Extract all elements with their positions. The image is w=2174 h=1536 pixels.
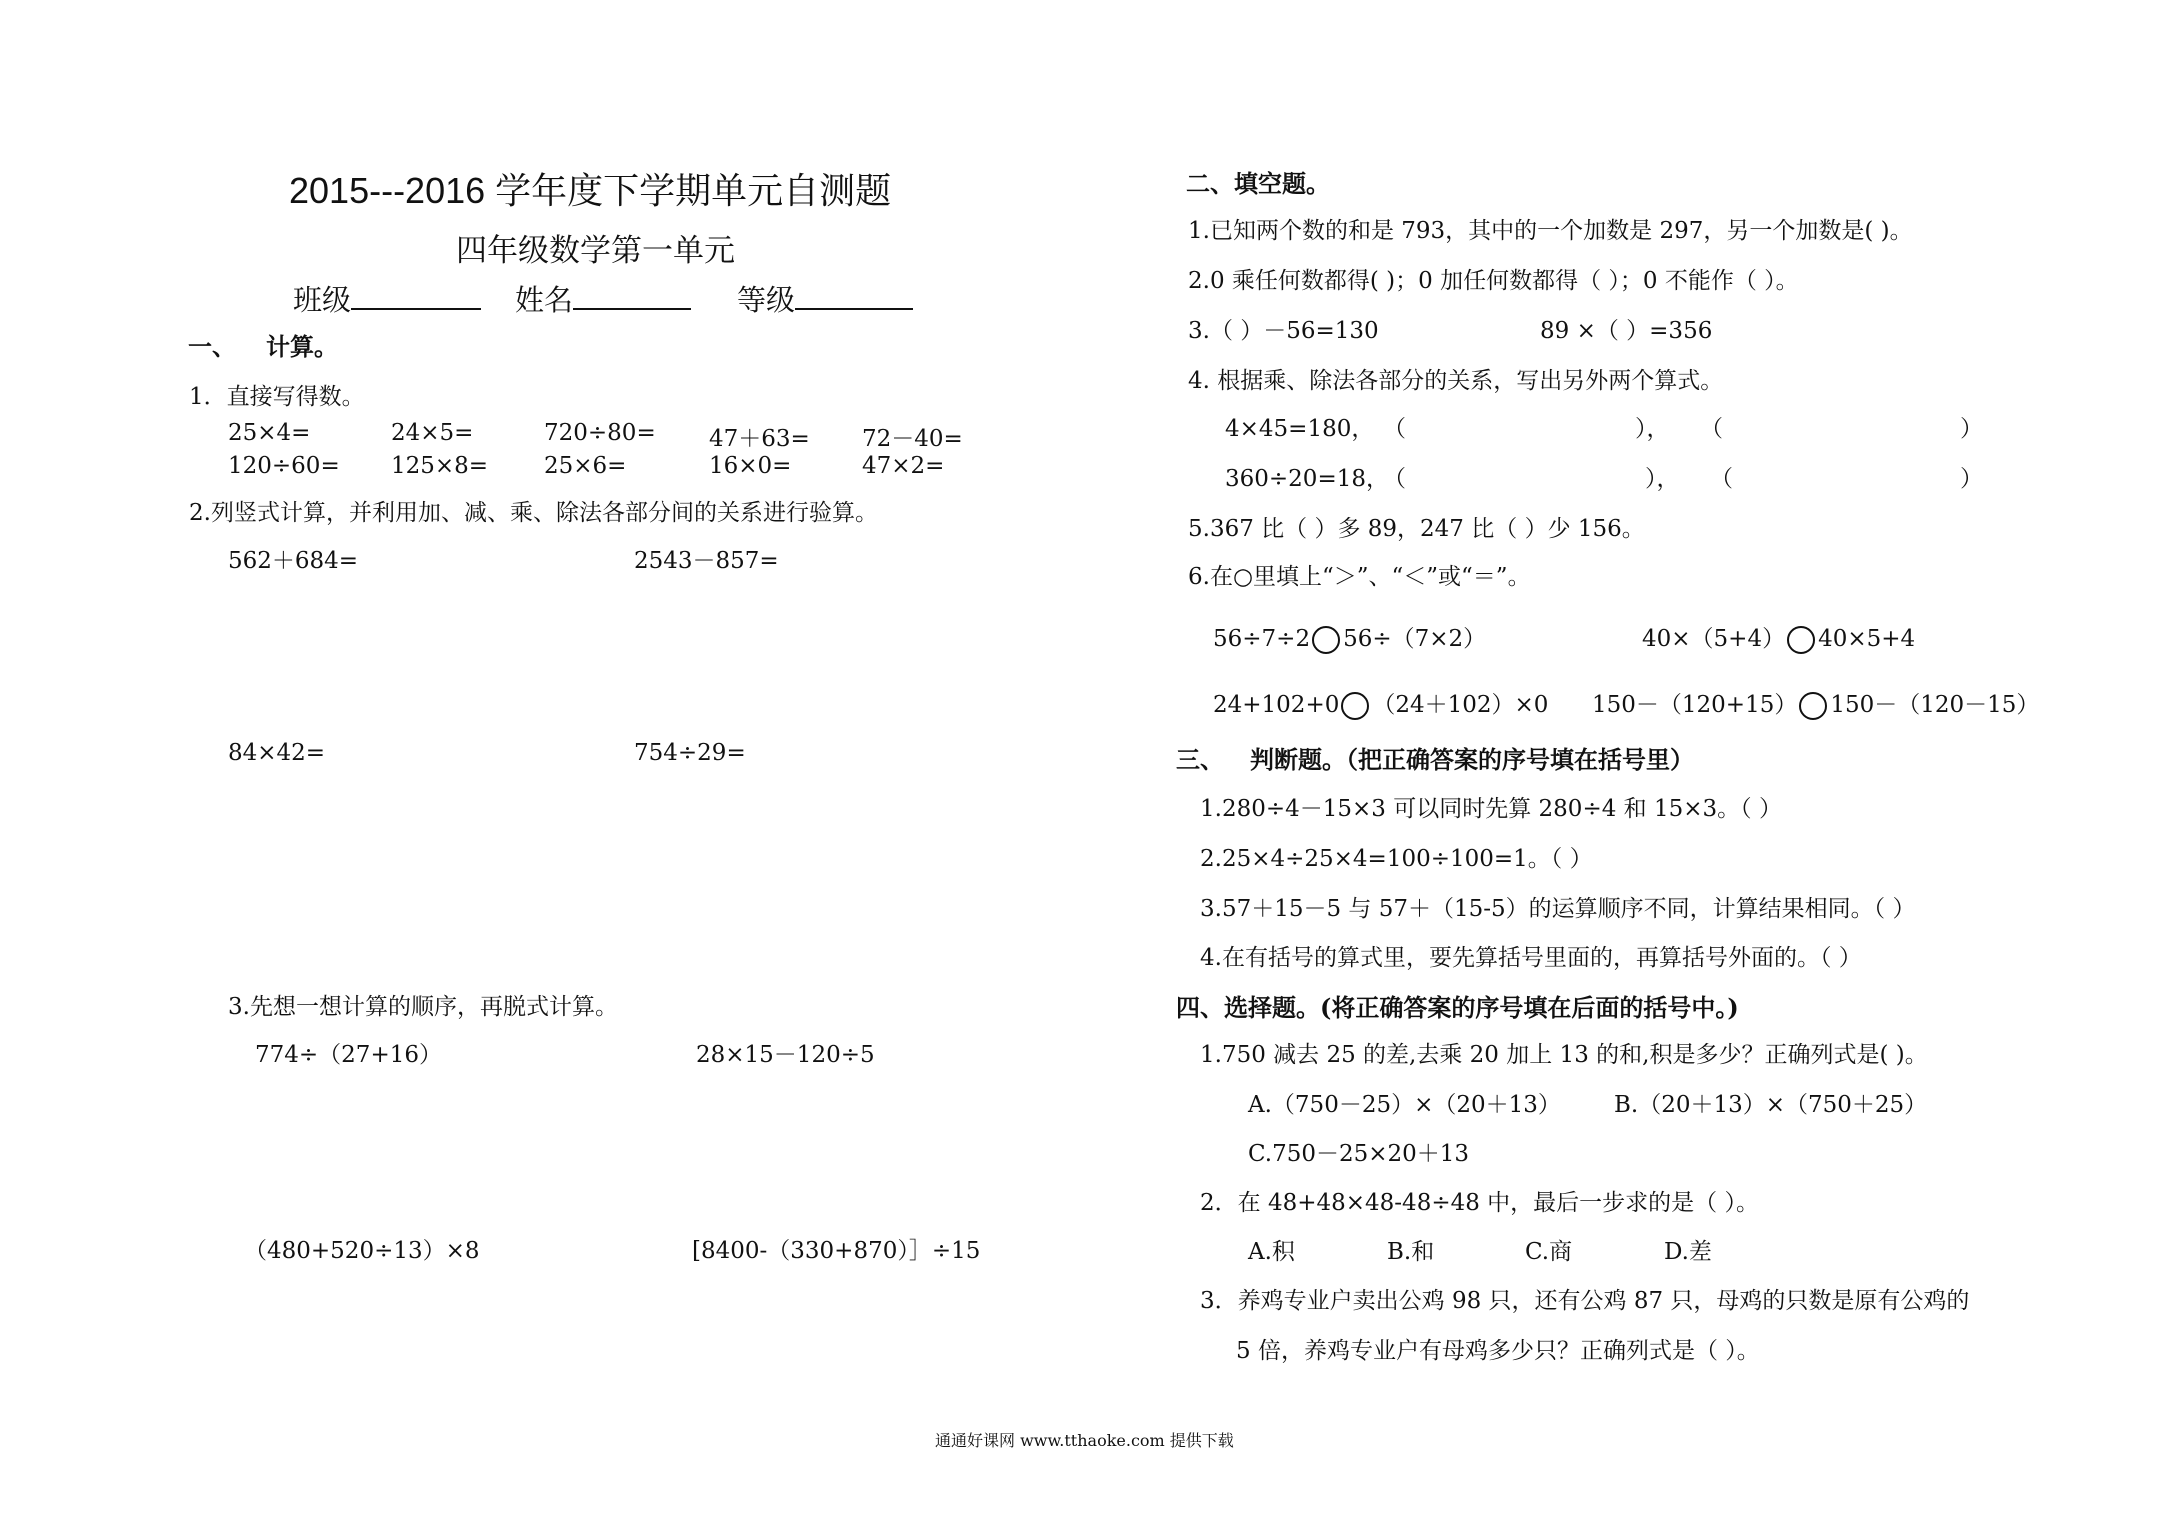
section2-heading: 二、填空题。 [1186,169,1330,198]
compare-right: 150－（120－15） [1830,692,2040,718]
mental-item: 25×6= [544,453,627,479]
judge-item: 4.在有括号的算式里，要先算括号里面的，再算括号外面的。（ ） [1200,945,1862,971]
section1-heading: 计算。 [266,332,338,361]
compare-row [1592,686,2039,720]
mental-item: 72－40= [862,426,963,452]
mental-item: 120÷60= [228,453,340,479]
compare-row [1213,686,1548,720]
mental-item: 125×8= [391,453,489,479]
compare-left: 150－（120+15） [1592,692,1798,718]
choice-option: B.和 [1387,1239,1435,1265]
judge-item: 3.57＋15－5 与 57＋（15-5）的运算顺序不同，计算结果相同。（ ） [1200,896,1916,922]
choice-option: A.积 [1248,1239,1295,1265]
fill-q4-paren: ）， [1635,416,1670,442]
grade-blank[interactable] [795,282,913,310]
choice-q1: 1.750 减去 25 的差,去乘 20 加上 13 的和,积是多少？正确列式是( )。 [1200,1042,1928,1068]
step-calc-item: 774÷（27+16） [255,1042,442,1068]
vertical-calc-item: 2543－857= [634,548,779,574]
mental-item: 25×4= [228,420,311,446]
compare-right: 56÷（7×2） [1343,626,1487,652]
vertical-calc-item: 754÷29= [634,740,746,766]
compare-right: 40×5+4 [1818,626,1916,652]
section1-number: 一、 [188,332,236,361]
compare-circle[interactable] [1312,626,1340,654]
fill-q4-eq2: 360÷20=18， [1225,466,1389,492]
fill-q4-paren: （ [1710,466,1733,492]
compare-right: （24＋102）×0 [1372,692,1549,718]
fill-q4-eq1: 4×45=180， [1225,416,1375,442]
q2-label: 2.列竖式计算，并利用加、减、乘、除法各部分间的关系进行验算。 [189,500,878,526]
choice-q3-line2: 5 倍，养鸡专业户有母鸡多少只？正确列式是（ ）。 [1236,1338,1760,1364]
fill-q4-paren: （ [1383,416,1406,442]
step-calc-item: （480+520÷13）×8 [244,1238,480,1264]
compare-left: 40×（5+4） [1642,626,1786,652]
fill-q4: 4. 根据乘、除法各部分的关系，写出另外两个算式。 [1188,368,1724,394]
fill-q5: 5.367 比（ ）多 89，247 比（ ）少 156。 [1188,516,1645,542]
q1-label: 1．直接写得数。 [189,384,365,410]
class-field [293,278,481,319]
choice-q3-line1: 3．养鸡专业户卖出公鸡 98 只，还有公鸡 87 只，母鸡的只数是原有公鸡的 [1200,1288,1970,1314]
mental-item: 16×0= [709,453,792,479]
step-calc-item: [8400-（330+870）］÷15 [692,1238,981,1264]
fill-q4-paren: ） [1960,466,1983,492]
judge-item: 2.25×4÷25×4=100÷100=1。（ ） [1200,846,1593,872]
name-label: 姓名 [515,283,574,317]
vertical-calc-item: 84×42= [228,740,326,766]
fill-q4-paren: ）， [1645,466,1680,492]
fill-q3a: 3.（ ）－56=130 [1188,318,1379,344]
page-title: 2015---2016 学年度下学期单元自测题 [289,170,892,211]
choice-option: A.（750－25）×（20＋13） [1248,1092,1561,1118]
compare-row [1213,620,1486,654]
choice-option: D.差 [1664,1239,1712,1265]
section3-number: 三、 [1176,745,1224,774]
fill-q4-paren: ） [1960,416,1983,442]
compare-left: 56÷7÷2 [1213,626,1311,652]
choice-q2: 2．在 48+48×48-48÷48 中，最后一步求的是（ ）。 [1200,1190,1759,1216]
step-calc-item: 28×15－120÷5 [696,1042,875,1068]
fill-q4-paren: （ [1383,466,1406,492]
choice-option: C.商 [1525,1239,1573,1265]
fill-q3b: 89 ×（ ）=356 [1540,318,1713,344]
mental-item: 24×5= [391,420,474,446]
fill-q4-paren: （ [1700,416,1723,442]
q3-label: 3.先想一想计算的顺序，再脱式计算。 [228,994,618,1020]
grade-field [737,278,913,319]
compare-circle[interactable] [1341,692,1369,720]
choice-option: B.（20＋13）×（750＋25） [1614,1092,1928,1118]
compare-left: 24+102+0 [1213,692,1340,718]
name-field [515,278,691,319]
compare-row [1642,620,1915,654]
section4-heading: 四、选择题。(将正确答案的序号填在后面的括号中。) [1176,993,1739,1022]
fill-q6: 6.在○里填上“＞”、“＜”或“＝”。 [1188,564,1531,590]
page-subtitle: 四年级数学第一单元 [456,233,735,269]
fill-q2: 2.0 乘任何数都得( )；0 加任何数都得（ ）；0 不能作（ ）。 [1188,268,1799,294]
mental-item: 47×2= [862,453,945,479]
vertical-calc-item: 562＋684= [228,548,359,574]
class-blank[interactable] [351,282,481,310]
name-blank[interactable] [573,282,691,310]
mental-item: 720÷80= [544,420,656,446]
compare-circle[interactable] [1787,626,1815,654]
fill-q1: 1.已知两个数的和是 793，其中的一个加数是 297，另一个加数是( )。 [1188,218,1913,244]
footer-credit: 通通好课网 www.tthaoke.com 提供下载 [935,1431,1234,1450]
mental-item: 47＋63= [709,426,810,452]
section3-heading: 判断题。（把正确答案的序号填在括号里） [1250,745,1694,774]
judge-item: 1.280÷4－15×3 可以同时先算 280÷4 和 15×3。（ ） [1200,796,1782,822]
choice-option: C.750－25×20＋13 [1248,1141,1470,1167]
compare-circle[interactable] [1799,692,1827,720]
class-label: 班级 [293,283,352,317]
grade-label: 等级 [737,283,796,317]
